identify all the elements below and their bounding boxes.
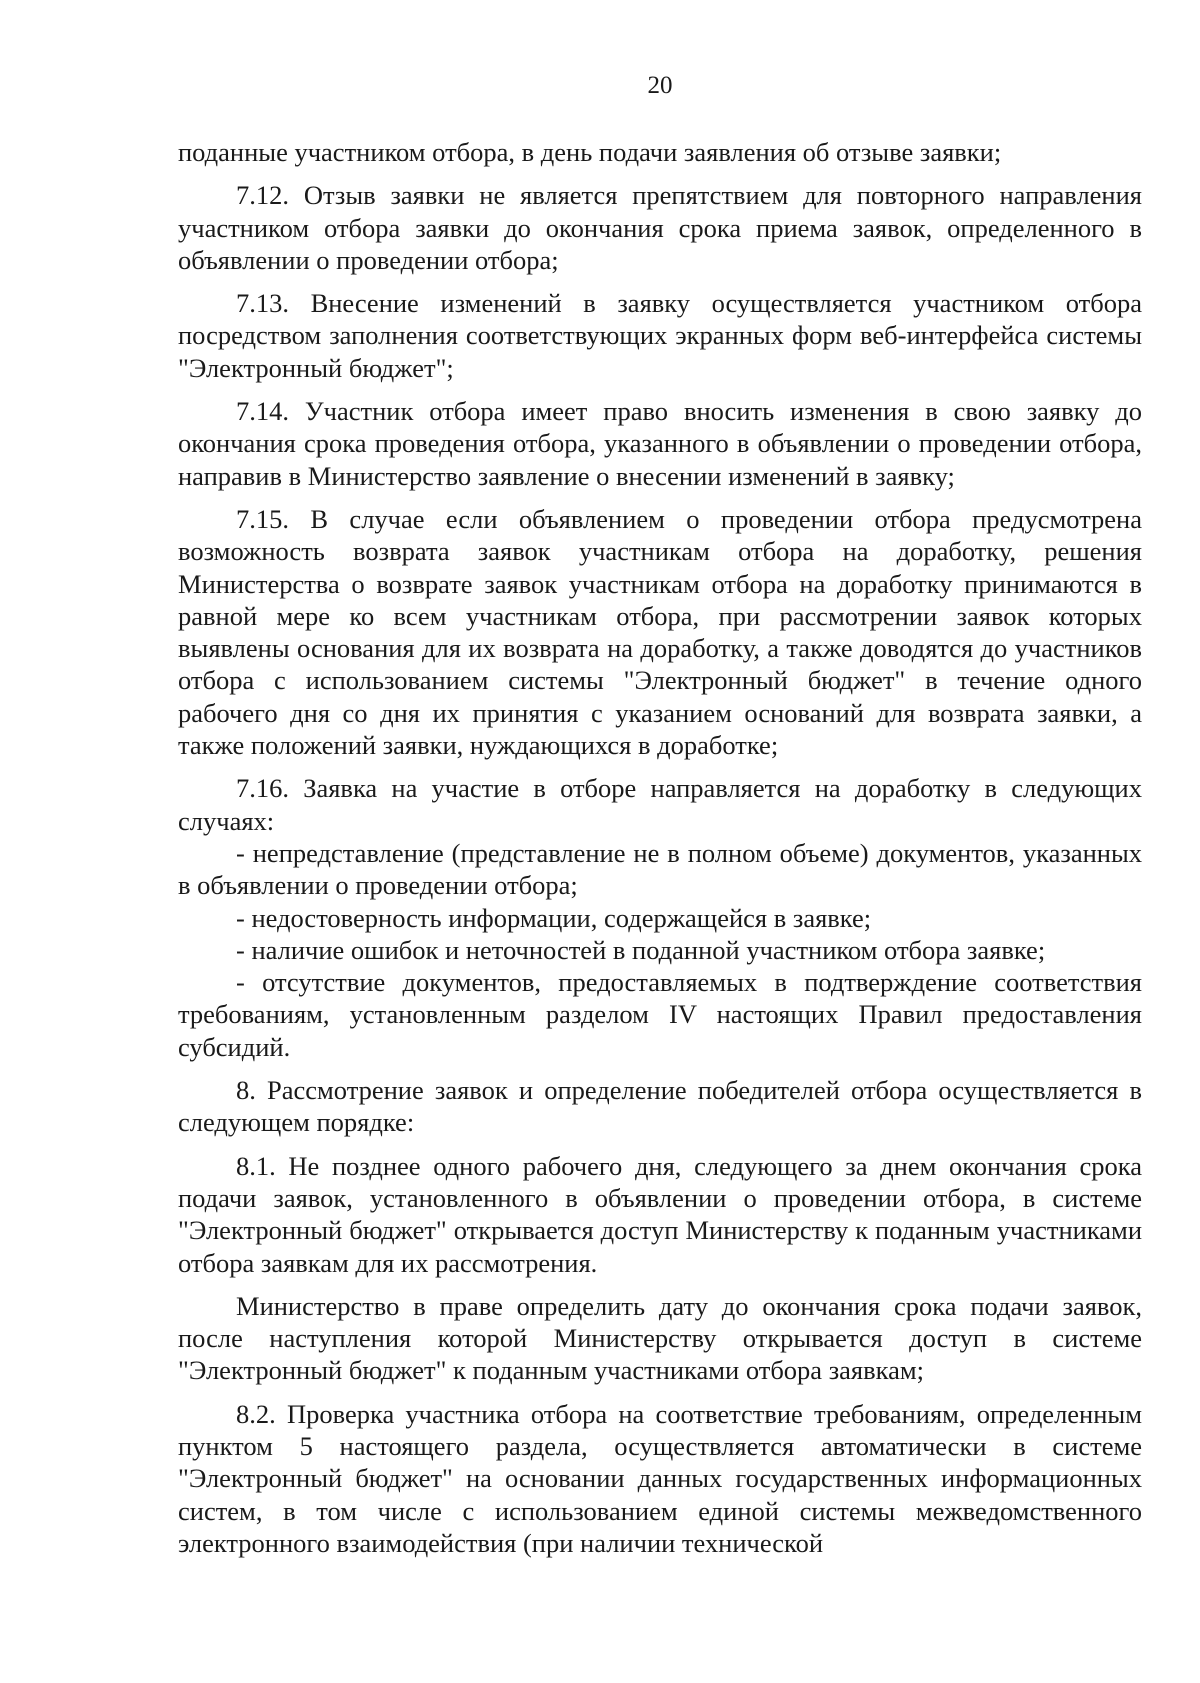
paragraph-ministry-right: Министерство в праве определить дату до окончания срока подачи заявок, после наступления которой Министерству открывается доступ в системе "Электронный бюджет" к поданным участниками отбора заявкам; (178, 1290, 1142, 1386)
paragraph-continuation: поданные участником отбора, в день подачи заявления об отзыве заявки; (178, 137, 1002, 167)
paragraph-7-14: 7.14. Участник отбора имеет право вносить изменения в свою заявку до окончания срока проведения отбора, указанного в объявлении о проведении отбора, направив в Министерство заявление о внесении изменений в заявку; (178, 396, 1142, 491)
paragraph-8: 8. Рассмотрение заявок и определение победителей отбора осуществляется в следующем порядке: (178, 1075, 1142, 1138)
list-item-missing-documents: - отсутствие документов, предоставляемых в подтверждение соответствия требованиям, установленным разделом IV настоящих Правил предоставления субсидий. (178, 967, 1142, 1062)
list-item-errors: - наличие ошибок и неточностей в поданной участником отбора заявке; (236, 934, 1046, 965)
list-item-nonsubmission: - непредставление (представление не в полном объеме) документов, указанных в объявлении о проведении отбора; (178, 837, 1142, 901)
page-number: 20 (647, 72, 673, 99)
paragraph-7-13: 7.13. Внесение изменений в заявку осуществляется участником отбора посредством заполнения соответствующих экранных форм веб-интерфейса системы "Электронный бюджет"; (178, 288, 1142, 383)
paragraph-8-1: 8.1. Не позднее одного рабочего дня, следующего за днем окончания срока подачи заявок, установленного в объявлении о проведении отбора, в системе "Электронный бюджет" открывается доступ Министерству к поданным участниками отбора заявкам для их рассмотрения. (178, 1150, 1142, 1278)
paragraph-7-12: 7.12. Отзыв заявки не является препятствием для повторного направления участником отбора заявки до окончания срока приема заявок, определенного в объявлении о проведении отбора; (178, 180, 1142, 275)
paragraph-8-2: 8.2. Проверка участника отбора на соответствие требованиям, определенным пунктом 5 настоящего раздела, осуществляется автоматически в системе "Электронный бюджет" на основании данных государственных информационных систем, в том числе с использованием единой системы межведомственного электронного взаимодействия (при наличии технической (178, 1398, 1142, 1558)
paragraph-7-16: 7.16. Заявка на участие в отборе направляется на доработку в следующих случаях: (178, 773, 1142, 836)
list-item-inaccuracy: - недостоверность информации, содержащейся в заявке; (236, 902, 872, 933)
document-body (178, 136, 1142, 1570)
paragraph-7-15: 7.15. В случае если объявлением о проведении отбора предусмотрена возможность возврата заявок участникам отбора на доработку, решения Министерства о возврате заявок участникам отбора на доработку принимаются в равной мере ко всем участникам отбора, при рассмотрении заявок которых выявлены основания для их возврата на доработку, а также доводятся до участников отбора с использованием системы "Электронный бюджет" в течение одного рабочего дня со дня их принятия с указанием оснований для возврата заявки, а также положений заявки, нуждающихся в доработке; (178, 503, 1142, 761)
